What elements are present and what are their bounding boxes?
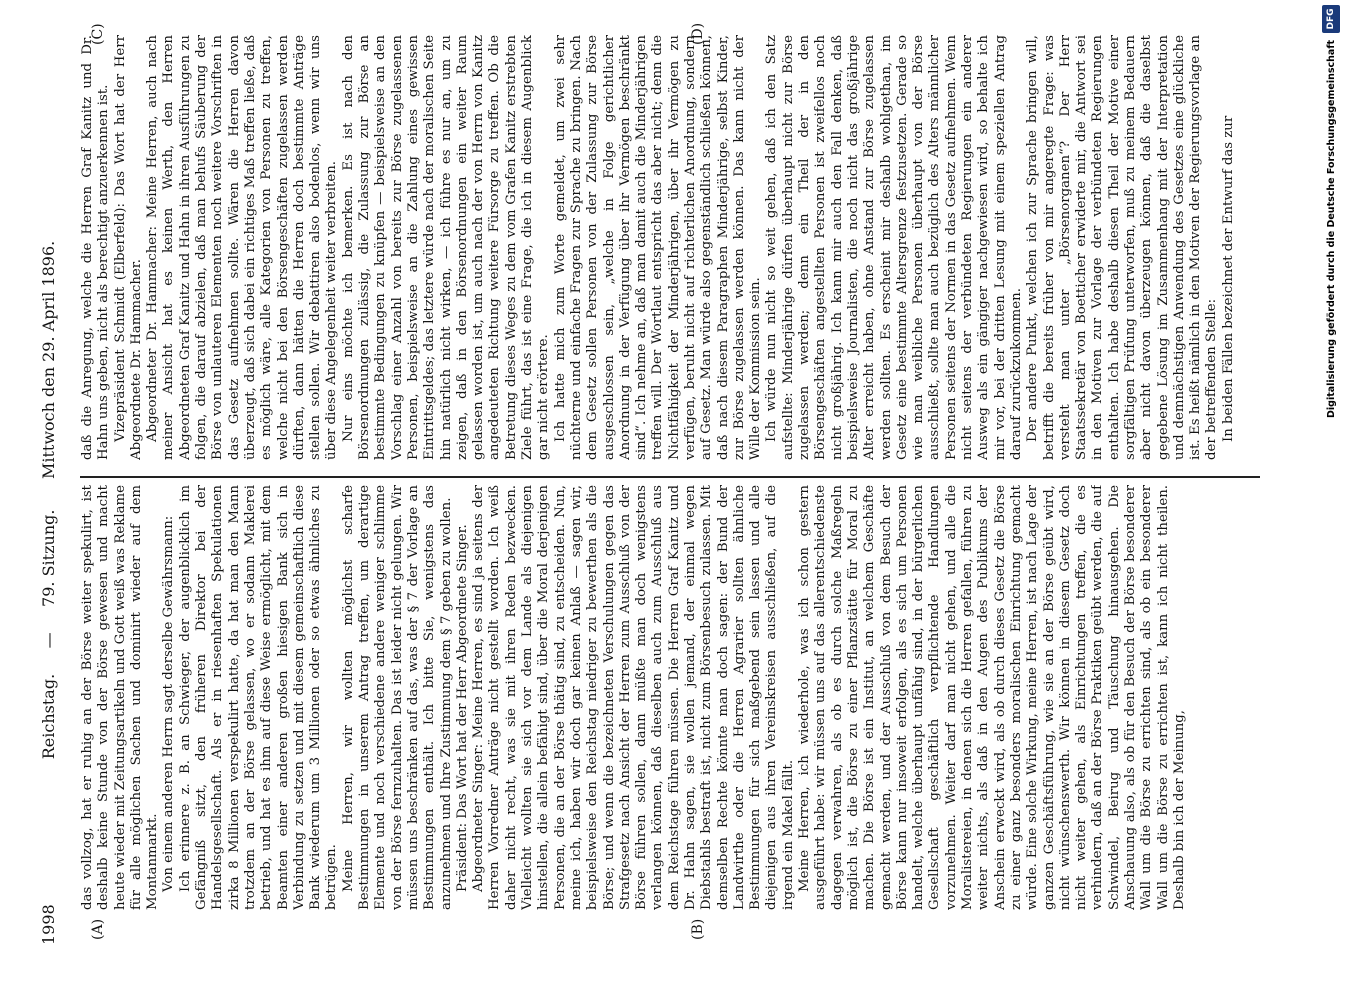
margin-marker-a: (A) bbox=[90, 918, 106, 940]
session-number: 79. Sitzung. bbox=[39, 509, 58, 607]
right-text-column bbox=[80, 35, 1260, 460]
paragraph: Ich erinnere z. B. an Schwieger, der augenblicklich im Gefängniß sitzt, den früheren Direktor bei der Handelsgesellschaft. Als er in riesenhaften Spekulationen zirka 8 Millionen verspekulirt hatte, da hat man den Mann trotzdem an der Börse gelassen, wo er sodann Maklerei betrieb, und hat es ihm auf diese Weise ermöglicht, mit dem Beamten einer anderen großen hiesigen Bank sich in Verbindung zu setzen und mit diesem gemeinschaftlich diese Bank wiederum um 3 Millionen oder so etwas ähnliches zu betrügen. bbox=[177, 485, 340, 910]
paragraph: Präsident: Das Wort hat der Herr Abgeordnete Singer. bbox=[454, 524, 470, 892]
session-date: Mittwoch den 29. April 1896. bbox=[39, 240, 58, 480]
page-number: 1998 bbox=[39, 904, 58, 945]
paragraph: In beiden Fällen bezeichnet der Entwurf das zur bbox=[1220, 115, 1236, 442]
page-footer bbox=[1312, 0, 1342, 1000]
paragraph: Ich hatte mich zum Worte gemeldet, um zwei sehr nüchterne und einfache Fragen zur Sprache zu bringen. Nach dem Gesetz sollen Personen von der Zulassung zur Börse ausgeschlossen sein, „welche in Folge gerichtlicher Anordnung in der Verfügung über ihr Vermögen beschränkt sind“. Ich nehme an, daß man damit auch die Minderjährigen treffen will. Der Wortlaut entspricht das aber nicht; denn die Nichtfähigkeit der Minderjährigen, über ihr Vermögen zu verfügen, beruht nicht auf richterlichen Anordnung, sondern auf Gesetz. Man würde also gegenständlich schließen können, daß nach diesem Paragraphen Minderjährige, selbst Kinder, zur Börse zugelassen werden können. Das kann nicht der Wille der Kommission sein. bbox=[552, 35, 764, 460]
paragraph: Vizepräsident Schmidt (Elberfeld): Das Wort hat der Herr Abgeordnete Dr. Hammacher. bbox=[112, 35, 144, 460]
digitization-credit: Digitalisierung gefördert durch die Deutsche Forschungsgemeinschaft bbox=[1326, 40, 1337, 418]
margin-marker-c: (C) bbox=[90, 23, 106, 45]
page-header bbox=[35, 55, 65, 945]
margin-marker-d: (D) bbox=[690, 22, 706, 45]
dfg-logo: DFG bbox=[1322, 5, 1340, 33]
paragraph: Meine Herren, wir wollten möglichst scharfe Bestimmungen in unserem Antrag treffen, um derartige Elemente und noch verschiedene andere weniger schlimme von der Börse fernzuhalten. Das ist leider nicht gelungen. Wir müssen uns beschränken auf das, was der § 7 der Vorlage an Bestimmungen enthält. Ich bitte Sie, wenigstens das anzunehmen und Ihre Zustimmung dem § 7 geben zu wollen. bbox=[340, 485, 454, 910]
left-text-column bbox=[80, 485, 1260, 910]
paragraph: Von einem anderen Herrn sagt derselbe Gewährsmann: bbox=[161, 515, 177, 892]
paragraph: Meine Herren, ich wiederhole, was ich schon gestern ausgeführt habe: wir müssen uns auf das allerentschiedenste dagegen verwahren, als ob es durch solche Maßregeln möglich ist, die Börse zu einer Pflanzstätte für Moral zu machen. Die Börse ist ein Institut, an welchem Geschäfte gemacht werden, und der Ausschluß von dem Besuch der Börse kann nur insoweit erfolgen, als es sich um Personen handelt, welche überhaupt unfähig sind, in der bürgerlichen Gesellschaft geschäftlich verpflichtende Handlungen vorzunehmen. Weiter darf man nicht gehen, und alle die Moralistereien, in denen sich die Herren gefallen, führen zu weiter nichts, als daß in den Augen des Publikums der Anschein erweckt wird, als ob durch dieses Gesetz die Börse zu einer ganz besonders moralischen Einrichtung gemacht würde. Eine solche Wirkung, meine Herren, ist nach Lage der ganzen Geschäftsführung, wie sie an der Börse geübt wird, nicht wünschenswerth. Wir können in diesem Gesetz doch nicht weiter gehen, als Einrichtungen treffen, die es verhindern, daß an der Börse Praktiken geübt werden, die auf Schwindel, Beirug und Täuschung hinausgehen. Die Anschauung also, als ob für den Besuch der Börse besonderer Wall um die Börse zu errichten sind, als ob ein besonderer Wall um die Börse zu errichten ist, kann ich nicht theilen. Deshalb bin ich der Meinung, bbox=[797, 485, 1187, 910]
paragraph: das vollzog, hat er ruhig an der Börse weiter spekulirt, ist deshalb keine Stunde von der Börse gewesen und macht heute wieder mit Zeitungsartikeln und Gott weiß was Reklame für alle möglichen Sachen und dominirt wieder auf dem Montanmarkt. bbox=[80, 485, 161, 910]
paragraph: Ich würde nun nicht so weit gehen, daß ich den Satz aufstellte: Minderjährige dürfen überhaupt nicht zur Börse zugelassen werden; denn ein Theil der in den Börsengeschäften angestellten Personen ist zweifellos noch nicht großjährig. Ich kann mir auch den Fall denken, daß beispielsweise Journalisten, die noch nicht das großjährige Alter erreicht haben, ohne Anstand zur Börse zugelassen werden sollten. Es erscheint mir deshalb wohlgethan, im Gesetz eine bestimmte Altersgrenze festzusetzen. Gerade so wie man weibliche Personen überhaupt von der Börse ausschließt, sollte man auch bezüglich des Alters männlicher Personen seitens der Normen in das Gesetz aufnehmen. Wenn nicht seitens der verbündeten Regierungen ein anderer Ausweg als ein gängiger nachgewiesen wird, so behalte ich mir vor, bei der dritten Lesung mit einem speziellen Antrag darauf zurückzukommen. bbox=[764, 35, 1024, 460]
paragraph: Nur eins möchte ich bemerken. Es ist nach den Börsenordnungen zulässig, die Zulassung zur Börse an bestimmte Bedingungen zu knüpfen — beispielsweise an den Vorschlag einer Anzahl von bereits zur Börse zugelassenen Personen, beispielsweise an die Zahlung eines gewissen Eintrittsgeldes; das letztere würde nach der moralischen Seite hin natürlich nicht wirken, — ich führe es nur an, um zu zeigen, daß in den Börsenordnungen ein weiter Raum gelassen worden ist, um auch nach der von Herrn von Kanitz angedeuteten Richtung weitere Fürsorge zu treffen. Ob die Betretung dieses Weges zu dem vom Grafen Kanitz erstrebten Ziele führt, das ist eine Frage, die ich in diesem Augenblick gar nicht erörtere. bbox=[340, 35, 552, 460]
paragraph: daß die Anregung, welche die Herren Graf Kanitz und Dr. Hahn uns geben, nicht als berechtigt anzuerkennen ist. bbox=[80, 35, 112, 460]
paragraph: Abgeordneter Dr. Hammacher: Meine Herren, auch nach meiner Ansicht hat es keinen Werth, den Herren Abgeordneten Graf Kanitz und Hahn in ihren Ausführungen zu folgen, die darauf abzielen, daß man behufs Säuberung der Börse von unlauteren Elementen noch weitere Vorschriften in das Gesetz aufnehmen sollte. Wären die Herren davon überzeugt, daß sich dabei ein richtiges Maß treffen ließe, daß es möglich wäre, alle Kategorien von Personen zu treffen, welche nicht bei den Börsengeschäften zugelassen werden dürften, dann hätten die Herren doch bestimmte Anträge stellen sollen. Wir debattiren also bodenlos, wenn wir uns über diese Angelegenheit weiter verbreiten. bbox=[145, 35, 340, 460]
paragraph: Der andere Punkt, welchen ich zur Sprache bringen will, betrifft die bereits früher von mir angeregte Frage: was versteht man unter „Börsenorganen“? Der Herr Staatssekretär von Boetticher erwiderte mir, die Antwort sei in den Motiven zur Vorlage der verbündeten Regierungen enthalten. Ich habe deshalb diesen Theil der Motive einer sorgfältigen Prüfung unterworfen, muß zu meinem Bedauern aber nicht davon überzeugen können, daß die daselbst gegebene Lösung im Zusammenhang mit der Interpretation und demnächstigen Anwendung des Gesetzes eine glückliche ist. Es heißt nämlich in den Motiven der Regierungsvorlage an der betreffenden Stelle: bbox=[1025, 35, 1220, 460]
institution-name: Reichstag. bbox=[39, 673, 58, 760]
header-dash: — bbox=[39, 632, 58, 649]
column-divider bbox=[80, 476, 1260, 478]
margin-marker-b: (B) bbox=[690, 918, 706, 940]
paragraph: Abgeordneter Singer: Meine Herren, es sind ja seitens der Herren Vorredner Anträge nicht gestellt worden. Ich weiß daher nicht recht, was sie mit ihren Reden bezwecken. Vielleicht wollten sie sich vor dem Lande als diejenigen hinstellen, die allein befähigt sind, über die Moral derjenigen Personen, die an der Börse thätig sind, zu entscheiden. Nun, meine ich, haben wir doch gar keinen Anlaß — sagen wir, beispielsweise den Reichstag niedriger zu bewerthen als die Börse; und wenn die bezeichneten Verschulungen gegen das Strafgesetz nach Ansicht der Herren zum Ausschluß von der Börse führen sollen, dann müßte man doch wenigstens verlangen können, daß dieselben auch zum Ausschluß aus dem Reichstage führen müssen. Die Herren Graf Kanitz und Dr. Hahn sagen, sie wollen jemand, der einmal wegen Diebstahls bestraft ist, nicht zum Börsenbesuch zulassen. Mit demselben Rechte könnte man doch sagen: der Bund der Landwirthe oder die Herren Agrarier sollten ähnliche Bestimmungen für sich maßgebend sein lassen und alle diejenigen aus ihren Vereinskreisen ausschließen, auf die irgend ein Makel fällt. bbox=[471, 485, 796, 910]
running-title bbox=[39, 55, 58, 945]
